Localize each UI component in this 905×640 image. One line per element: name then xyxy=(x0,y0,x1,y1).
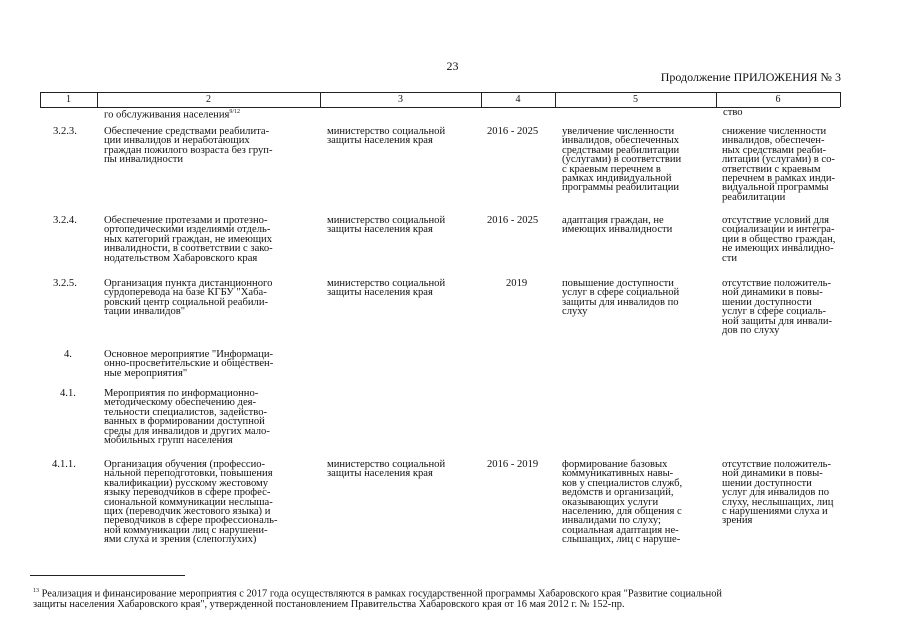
page-number: 23 xyxy=(446,59,459,73)
appendix-continuation-label: Продолжение ПРИЛОЖЕНИЯ № 3 xyxy=(660,70,841,84)
column-number-2: 2 xyxy=(206,94,211,105)
row-number: 3.2.5. xyxy=(53,278,77,289)
expected-result: повышение доступности услуг в сфере социальной защиты для инвалидов по слуху xyxy=(562,278,680,318)
executor: министерство социальной защиты населения края xyxy=(327,215,446,236)
activity-name: Мероприятия по информационно- методическому обеспечению дея- тельности специалистов, задейство- ванных в формировании доступной среды для инвалидов и других мало- мобильных групп населения xyxy=(104,388,270,447)
column-number-5: 5 xyxy=(633,94,638,105)
column-number-6: 6 xyxy=(775,94,781,105)
column-number-4: 4 xyxy=(515,94,521,105)
footnote xyxy=(33,586,868,610)
column-number-1: 1 xyxy=(66,94,71,105)
executor: министерство социальной защиты населения края xyxy=(327,278,446,299)
row-number: 4.1.1. xyxy=(52,459,76,470)
period: 2016 - 2025 xyxy=(487,126,539,137)
row-number: 4.1. xyxy=(60,388,76,399)
period: 2016 - 2019 xyxy=(487,459,539,470)
carry-over-consequence: ство xyxy=(723,107,743,118)
row-number: 3.2.3. xyxy=(53,126,77,137)
table-header-top-border xyxy=(40,92,840,93)
activity-name: Основное мероприятие "Информаци- онно-просветительские и обществен- ные мероприятия" xyxy=(104,349,274,379)
table-column-border xyxy=(840,92,841,107)
row-number: 4. xyxy=(64,349,72,360)
period: 2016 - 2025 xyxy=(487,215,539,226)
consequence: отсутствие условий для социализации и интегра- ции в общество граждан, не имеющих инвалидно- сти xyxy=(722,215,836,264)
row-number: 3.2.4. xyxy=(53,215,77,226)
activity-name: Обеспечение протезами и протезно- ортопедическими изделиями отдель- ных категорий граждан, не имеющих инвалидности, в соответствии с зако- нодательством Хабаровского края xyxy=(104,215,273,264)
activity-name: Обеспечение средствами реабилита- ции инвалидов и неработающих граждан пожилого возраста без груп- пы инвалидности xyxy=(104,126,273,166)
period: 2019 xyxy=(506,278,528,289)
footnote-text: Реализация и финансирование мероприятия с 2017 года осуществляются в рамках государственной программы Хабаровского края "Развитие социальной защиты населения Хабаровского края", утвержденной постановлением Правительства Хабаровского края от 16 мая 2012 г. № 152-пр. xyxy=(33,588,722,611)
executor: министерство социальной защиты населения края xyxy=(327,459,446,480)
expected-result: увеличение численности инвалидов, обеспеченных средствами реабилитации (услугами) в соответствии с краевым перечнем в рамках индивидуальной программы реабилитации xyxy=(562,126,682,194)
column-number-3: 3 xyxy=(398,94,403,105)
activity-name: Организация обучения (профессио- нальной переподготовки, повышения квалификации) русскому жестовому языку переводчиков в сфере профес- сиональной коммуникации неслыша- щих (переводчик жестового языка) и переводчиков в сфере профессиональ- ной коммуникации лиц с нарушени- ями слуха и зрения (слепоглухих) xyxy=(104,459,278,546)
executor: министерство социальной защиты населения края xyxy=(327,126,446,147)
carry-over-name: го обслуживания населения$^{9/12}$ xyxy=(104,109,241,121)
expected-result: формирование базовых коммуникативных навы- ков у специалистов служб, ведомств и организаций, оказывающих услуги населению, для общения с инвалидами по слуху; социальная адаптация не- слышащих, лиц с наруше- xyxy=(562,459,683,546)
consequence: снижение численности инвалидов, обеспечен- ных средствами реаби- литации (услугами) в со- ответствии с краевым перечнем в рамках инди- видуальной программы реабилитации xyxy=(722,126,836,203)
consequence: отсутствие положитель- ной динамики в повы- шении доступности услуг для инвалидов по слуху, неслышащих, лиц с нарушениями слуха и зрения xyxy=(722,459,834,527)
footnote-mark: 13 xyxy=(33,588,39,594)
activity-name: Организация пункта дистанционного сурдоперевода на базе КГБУ "Хаба- ровский центр социальной реабили- тации инвалидов" xyxy=(104,278,273,318)
footnote-separator xyxy=(30,575,185,576)
consequence: отсутствие положитель- ной динамики в повы- шении доступности услуг в сфере социаль- ной защиты для инвали- дов по слуху xyxy=(722,278,833,337)
expected-result: адаптация граждан, не имеющих инвалидности xyxy=(562,215,673,236)
